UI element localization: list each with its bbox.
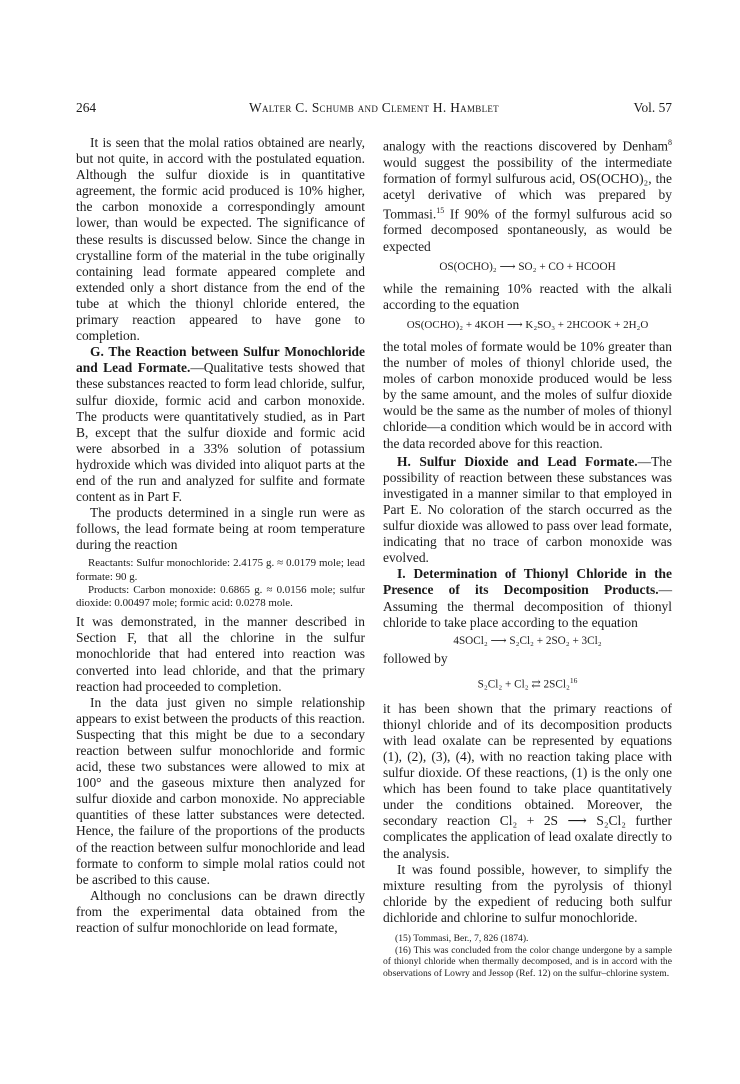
text-run: If 90% of the formyl sulfurous acid so formed decomposed spontaneously, as would be expected [383,206,672,254]
products-line: Products: Carbon monoxide: 0.6865 g. ≈ 0.0156 mole; sulfur dioxide: 0.00497 mole; formic acid: 0.0278 mole. [76,583,365,610]
paragraph: It is seen that the molal ratios obtained are nearly, but not quite, in accord with the postulated equation. Although the sulfur dioxide is in quantitative agreement, the formic acid produced is 10% higher, the carbon monoxide a correspondingly amount lower, than would be expected. The significance of these results is discussed below. Since the change in crystalline form of the material in the tube originally containing lead formate appeared complete and extended only a short distance from the end of the tube at which the thionyl chloride entered, the primary reaction appeared to have gone to completion. [76,135,365,344]
section-i-paragraph [383,566,672,630]
equation-4-text: S₂Cl₂ + Cl₂ ⇄ 2SCl₂ [477,678,570,691]
equation-3: 4SOCl₂ ⟶ S₂Cl₂ + 2SO₂ + 3Cl₂ [453,634,602,647]
footnote-16: (16) This was concluded from the color change undergone by a sample of thionyl chloride when thermally decomposed, and is in accord with the observations of Lowry and Jessop (Ref. 12) on the sulfur–chlorine system. [383,944,672,979]
paragraph [383,135,672,255]
section-h-paragraph [383,454,672,567]
text-run: analogy with the reactions discovered by Denham [383,138,668,154]
section-g-paragraph [76,344,365,505]
reactants-line: Reactants: Sulfur monochloride: 2.4175 g. ≈ 0.0179 mole; lead formate: 90 g. [76,557,365,583]
equation-2: OS(OCHO)₂ + 4KOH ⟶ K₂SO₃ + 2HCOOK + 2H₂O [406,318,649,331]
running-title: Walter C. Schumb and Clement H. Hamblet [249,100,499,115]
paragraph: followed by [383,650,448,666]
section-i-heading: I. Determination of Thionyl Chloride in the Presence of its Decomposition Products. [383,566,672,598]
section-i-text: —Assuming the thermal decomposition of thionyl chloride to take place according to the equation [383,582,672,630]
running-header [76,100,672,118]
paragraph: The products determined in a single run were as follows, the lead formate being at room temperature during the reaction [76,505,365,553]
left-column [76,135,365,936]
section-g-heading: G. The Reaction between Sulfur Monochloride and Lead Formate. [76,344,365,376]
citation-ref: 8 [668,138,672,147]
equation-4 [383,673,672,693]
text-run: would suggest the possibility of the intermediate formation of formyl sulfurous acid, OS(OCHO)₂, the acetyl derivative of which was prepared by Tommasi. [383,154,672,222]
volume-label: Vol. 57 [633,100,672,115]
paragraph: It was found possible, however, to simplify the mixture resulting from the pyrolysis of thionyl chloride by the expedient of reducing both sulfur dichloride and chlorine to sulfur monochloride. [383,861,672,925]
paragraph: it has been shown that the primary reactions of thionyl chloride and of its decomposition products with lead oxalate can be represented by equations (1), (2), (3), (4), with no reaction taking place with sulfur dioxide. Of these reactions, (1) is the only one which has been found to take place quantitatively under the conditions obtained. Moreover, the secondary reaction Cl₂ + 2S ⟶ S₂Cl₂ further complicates the application of lead oxalate directly to the analysis. [383,700,672,861]
footnote-15: (15) Tommasi, Ber., 7, 826 (1874). [395,933,529,945]
section-g-text: —Qualitative tests showed that these substances reacted to form lead chloride, sulfur, sulfur dioxide, formic acid and carbon monoxide. The products were quantitatively studied, as in Part B, except that the sulfur dioxide and formic acid were absorbed in a 33% solution of potassium hydroxide which was divided into aliquot parts at the end of the run and analyzed for sulfite and formate content as in Part F. [76,360,366,505]
equation-1: OS(OCHO)₂ ⟶ SO₂ + CO + HCOOH [439,260,616,273]
paragraph: In the data just given no simple relationship appears to exist between the products of this reaction. Suspecting that this might be due to a secondary reaction between sulfur monochloride and formic acid, these two substances were allowed to mix at 100° and the gaseous mixture then analyzed for sulfur dioxide and carbon monoxide. No appreciable quantities of these latter substances were detected. Hence, the failure of the proportions of the products of the reaction between sulfur monochloride and lead formate to conform to simple molal ratios could not be ascribed to this cause. [76,694,365,887]
page-number: 264 [76,100,97,115]
paragraph: while the remaining 10% reacted with the alkali according to the equation [383,280,672,312]
right-column [383,135,672,979]
section-h-text: —The possibility of reaction between these substances was investigated in a manner similar to that employed in Part E. No coloration of the starch occurred as the sulfur dioxide was allowed to pass over lead formate, indicating that no trace of carbon monoxide was evolved. [383,453,672,566]
citation-ref: 16 [569,675,578,685]
citation-ref: 15 [436,205,445,215]
section-h-heading: H. Sulfur Dioxide and Lead Formate. [397,453,638,469]
paragraph: It was demonstrated, in the manner described in Section F, that all the chlorine in the sulfur monochloride that had entered into reaction was converted into lead chloride, and that the primary reaction had proceeded to completion. [76,614,365,694]
paragraph: Although no conclusions can be drawn directly from the experimental data obtained from the reaction of sulfur monochloride on lead formate, [76,887,365,936]
paragraph: the total moles of formate would be 10% greater than the number of moles of thionyl chloride used, the moles of carbon monoxide produced would be less by the same amount, and the moles of sulfur dioxide would be the same as the number of moles of thionyl chloride—a condition which would be in accord with the data recorded above for this reaction. [383,339,672,451]
